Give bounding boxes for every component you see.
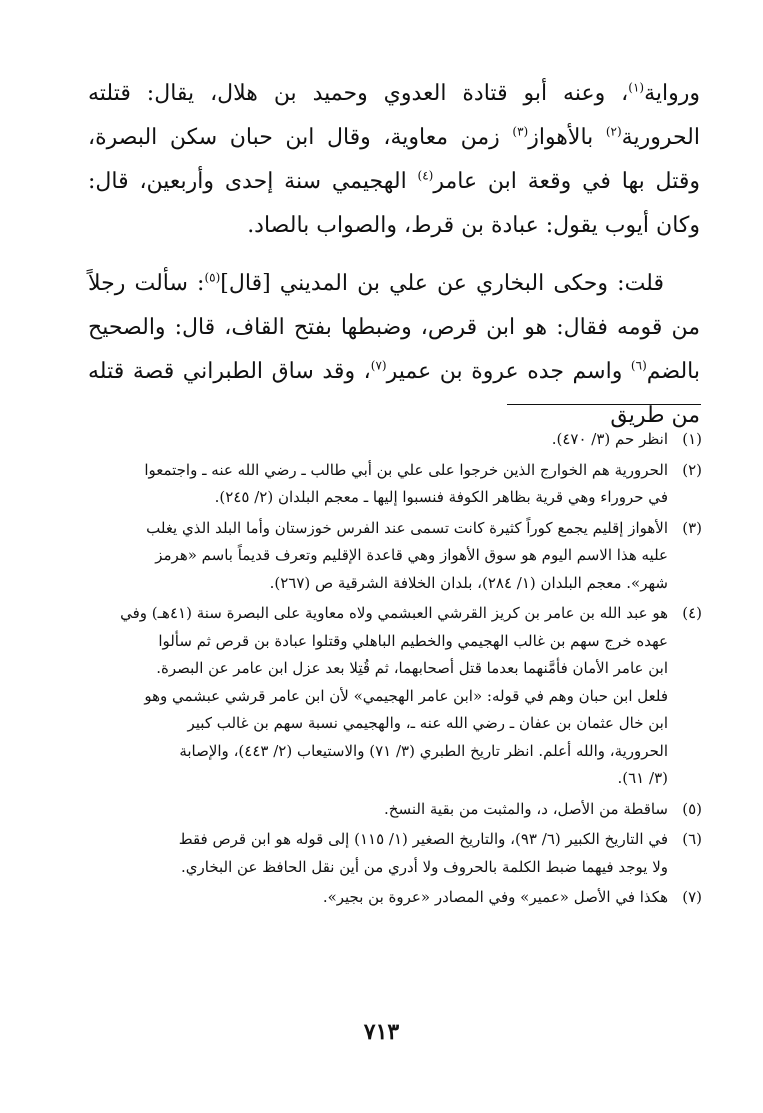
footnote-body <box>56 457 668 512</box>
footnote-ref-7[interactable]: (٧) <box>370 358 387 373</box>
footnote-line: ابن عامر الأمان فأمَّنهما بعدما قتل أصحابهما، ثم قُتِلا بعد عزل ابن عامر عن البصرة. <box>156 659 668 677</box>
footnote-line: (٣/ ٦١). <box>617 769 668 787</box>
footnote-number: (٢) <box>682 460 702 479</box>
footnote-line: في حروراء وهي قرية بظاهر الكوفة فنسبوا إليها ـ معجم البلدان (٢/ ٢٤٥). <box>214 488 668 506</box>
footnote-number: (٧) <box>682 888 702 906</box>
footnote-ref-2[interactable]: (٢) <box>605 124 622 139</box>
footnote-line: ساقطة من الأصل، د، والمثبت من بقية النسخ. <box>384 799 668 818</box>
footnote-ref-3[interactable]: (٣) <box>512 124 529 139</box>
footnote-line: في التاريخ الكبير (٦/ ٩٣)، والتاريخ الصغير (١/ ١١٥) إلى قوله هو ابن قرص فقط <box>178 830 668 848</box>
footnote-line: هو عبد الله بن عامر بن كريز القرشي العبشمي ولاه معاوية على البصرة سنة (٤١هـ) وفي <box>120 604 668 622</box>
text-span: الهجيمي سنة إحدى وأربعين، قال: وكان أيوب يقول: عبادة بن قرط، والصواب بالصاد. <box>88 169 700 238</box>
footnote-line: الأهواز إقليم يجمع كوراً كثيرة كانت تسمى عند الفرس خوزستان وأما البلد الذي يغلب <box>146 518 668 537</box>
text-span: بالأهواز <box>528 125 606 150</box>
main-text <box>88 72 700 438</box>
footnote-body <box>56 884 668 912</box>
footnote-number: (١) <box>682 430 702 448</box>
footnote-5 <box>56 796 702 824</box>
footnote-6 <box>56 826 702 881</box>
footnote-line: هكذا في الأصل «عمير» وفي المصادر «عروة بن بجير». <box>322 888 668 906</box>
text-span: ، وعنه أبو قتادة العدوي وحميد بن هلال، يقال: قتلته الحرورية <box>88 81 700 150</box>
text-span: واسم جده عروة بن عمير <box>386 359 631 384</box>
footnote-line: عليه هذا الاسم اليوم هو سوق الأهواز وهي قاعدة الإقليم وتعرف قديماً باسم «هرمز <box>155 546 668 564</box>
footnote-number: (٦) <box>682 830 702 848</box>
footnote-line: الحرورية، والله أعلم. انظر تاريخ الطبري (٣/ ٧١) والاستيعاب (٢/ ٤٤٣)، والإصابة <box>179 741 668 760</box>
text-span: قلت: وحكى البخاري عن علي بن المديني [قال] <box>220 271 664 296</box>
text-span: زمن معاوية، وقال ابن حبان سكن البصرة، وقتل بها في وقعة ابن عامر <box>88 125 700 194</box>
footnote-4 <box>56 600 702 793</box>
footnote-number: (٣) <box>682 518 702 537</box>
text-span: ورواية <box>644 81 700 106</box>
footnote-body <box>56 426 668 454</box>
footnote-line: ابن خال عثمان بن عفان ـ رضي الله عنه ـ، والهجيمي نسبة سهم بن غالب كبير <box>187 714 668 732</box>
footnote-line: عهده خرج سهم بن غالب الهجيمي والخطيم الباهلي وقتلوا عبادة بن قرص ثم سألوا <box>158 631 668 650</box>
footnote-ref-1[interactable]: (١) <box>628 80 645 95</box>
footnote-body <box>56 826 668 881</box>
footnote-line: انظر حم (٣/ ٤٧٠). <box>551 430 668 448</box>
footnote-body <box>56 515 668 598</box>
footnote-ref-5[interactable]: (٥) <box>204 270 221 285</box>
footnotes <box>56 426 702 915</box>
footnote-separator <box>507 404 701 405</box>
footnote-body <box>56 600 668 793</box>
footnote-number: (٤) <box>682 604 702 622</box>
main-paragraph-1 <box>88 72 700 248</box>
footnote-7 <box>56 884 702 912</box>
main-paragraph-2 <box>88 262 700 438</box>
footnote-number: (٥) <box>682 799 702 818</box>
footnote-ref-6[interactable]: (٦) <box>630 358 647 373</box>
footnote-1 <box>56 426 702 454</box>
footnote-line: الحرورية هم الخوارج الذين خرجوا على علي بن أبي طالب ـ رضي الله عنه ـ واجتمعوا <box>144 460 668 479</box>
footnote-body <box>56 796 668 824</box>
footnote-3 <box>56 515 702 598</box>
text-span: ، وقد ساق الطبراني قصة قتله من طريق <box>88 359 700 428</box>
footnote-2 <box>56 457 702 512</box>
footnote-line: ولا يوجد فيهما ضبط الكلمة بالحروف ولا أدري من أين نقل الحافظ عن البخاري. <box>181 857 668 876</box>
text-span: : سألت رجلاً من قومه فقال: هو ابن قرص، وضبطها بفتح القاف، قال: والصحيح بالضم <box>88 271 700 384</box>
footnote-line: فلعل ابن حبان وهم في قوله: «ابن عامر الهجيمي» لأن ابن عامر قرشي عبشمي وهو <box>144 686 668 705</box>
footnote-line: شهر». معجم البلدان (١/ ٢٨٤)، بلدان الخلافة الشرقية ص (٢٦٧). <box>269 573 668 592</box>
footnote-ref-4[interactable]: (٤) <box>417 168 434 183</box>
page-number: ٧١٣ <box>363 1019 400 1045</box>
